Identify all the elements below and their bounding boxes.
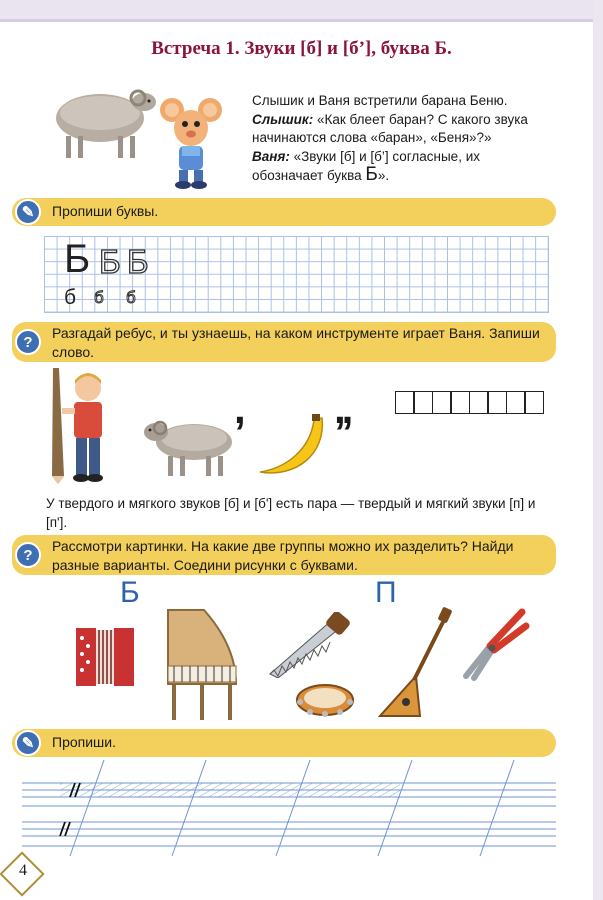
harpsichord-illustration[interactable] bbox=[160, 606, 242, 724]
pen-icon: ✎ bbox=[15, 730, 41, 756]
question-icon: ? bbox=[15, 542, 41, 568]
speaker-vanya: Ваня: bbox=[252, 148, 290, 164]
accordion-illustration[interactable] bbox=[74, 618, 136, 690]
trace-small-letter: б bbox=[126, 288, 136, 307]
task-text: Рассмотри картинки. На какие две группы можно их разделить? Найди разные варианты. Соедини рисунки с буквами. bbox=[52, 538, 514, 573]
trace-capital-letter: Б bbox=[99, 243, 121, 280]
page-number: 4 bbox=[19, 862, 27, 879]
answer-box[interactable] bbox=[506, 391, 526, 414]
task-text: Разгадай ребус, и ты узнаешь, на каком инструменте играет Ваня. Запиши слово. bbox=[52, 325, 540, 360]
intro-line: Слышик и Ваня встретили барана Беню. bbox=[252, 93, 508, 108]
page-title: Встреча 1. Звуки [б] и [б’], буква Б. bbox=[151, 38, 452, 59]
answer-end: ». bbox=[377, 168, 390, 183]
letter-practice-grid bbox=[44, 236, 549, 313]
sheep-rebus-illustration bbox=[140, 412, 238, 478]
answer-box[interactable] bbox=[487, 391, 507, 414]
answer-box[interactable] bbox=[432, 391, 452, 414]
task-bar-rebus bbox=[12, 322, 556, 362]
boy-with-pencil-illustration bbox=[48, 366, 120, 486]
right-decor-band bbox=[593, 0, 603, 900]
pen-icon: ✎ bbox=[15, 199, 41, 225]
sound-pair-paragraph: У твердого и мягкого звуков [б] и [б'] есть пара — твердый и мягкий звуки [п] и [п']. bbox=[46, 496, 536, 530]
answer-box[interactable] bbox=[413, 391, 433, 414]
answer-boxes[interactable] bbox=[396, 391, 544, 414]
balalaika-illustration[interactable] bbox=[376, 606, 456, 720]
answer-letter: Б bbox=[365, 164, 378, 185]
task-text: Пропиши буквы. bbox=[52, 203, 159, 219]
vanya-answer: «Звуки [б] и [б’] согласные, их обозначает буква bbox=[252, 148, 480, 183]
sample-small-letter: б bbox=[64, 286, 77, 309]
answer-box[interactable] bbox=[395, 391, 415, 414]
banana-illustration bbox=[256, 414, 328, 480]
task-bar-write bbox=[12, 729, 556, 757]
tambourine-illustration[interactable] bbox=[294, 680, 356, 720]
group-letter-p[interactable]: П bbox=[375, 576, 397, 609]
group-letter-b[interactable]: Б bbox=[120, 576, 140, 609]
speaker-slyshik: Слышик: bbox=[252, 111, 314, 127]
answer-box[interactable] bbox=[524, 391, 544, 414]
mouse-character-illustration bbox=[160, 92, 222, 190]
slyshik-question: «Как блеет баран? С какого звука начинаются слова «баран», «Беня»?» bbox=[252, 111, 528, 145]
task-bar-groups bbox=[12, 535, 556, 575]
trace-small-letter: б bbox=[94, 288, 104, 307]
task-text: Пропиши. bbox=[52, 734, 116, 750]
sample-capital-letter: Б bbox=[64, 237, 91, 281]
handwriting-lines[interactable] bbox=[22, 760, 562, 860]
sheep-illustration bbox=[48, 80, 160, 162]
rebus-comma-2: ,, bbox=[334, 385, 350, 432]
intro-dialogue bbox=[252, 92, 552, 186]
saw-illustration[interactable] bbox=[266, 612, 352, 678]
question-icon: ? bbox=[15, 329, 41, 355]
task-bar-write-letters bbox=[12, 198, 556, 226]
pliers-illustration[interactable] bbox=[456, 606, 530, 682]
trace-capital-letter: Б bbox=[127, 243, 149, 280]
top-decor-band bbox=[0, 0, 603, 22]
rebus-comma-1: , bbox=[234, 385, 246, 432]
answer-box[interactable] bbox=[450, 391, 470, 414]
answer-box[interactable] bbox=[469, 391, 489, 414]
